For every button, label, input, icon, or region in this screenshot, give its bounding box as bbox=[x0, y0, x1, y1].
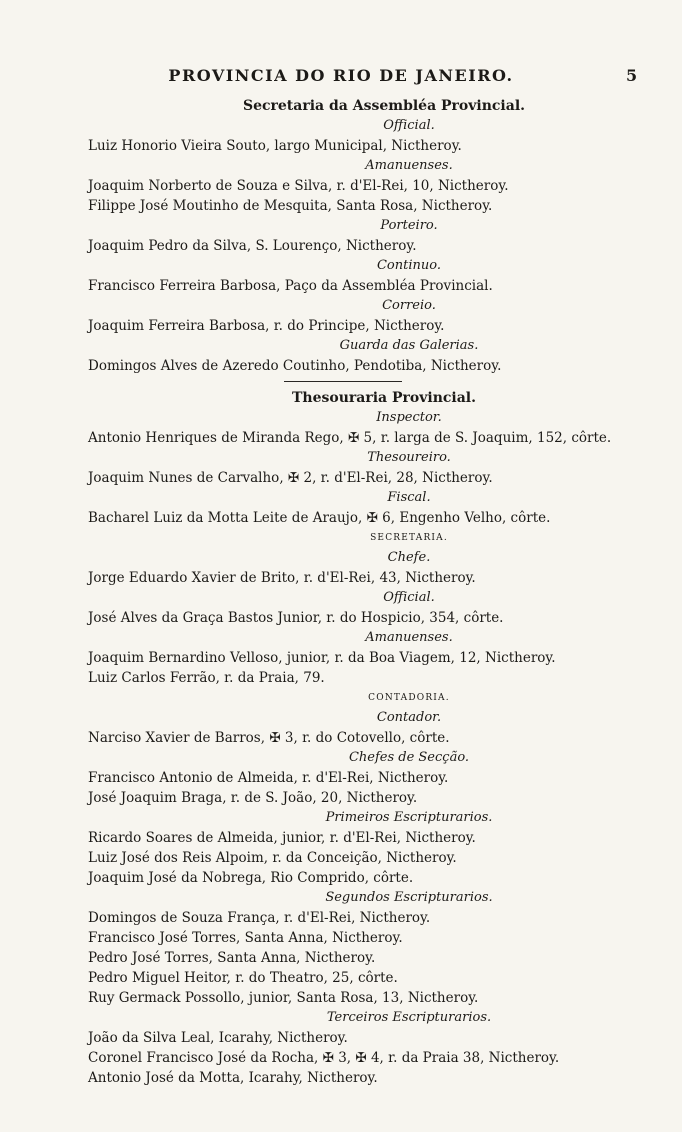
directory-entry: Luiz José dos Reis Alpoim, r. da Conceição, Nictheroy. bbox=[88, 850, 457, 866]
directory-entry: Ruy Germack Possollo, junior, Santa Rosa, 13, Nictheroy. bbox=[88, 990, 479, 1006]
section-title: Secretaria da Assembléa Provincial. bbox=[242, 98, 526, 114]
directory-entry: Pedro Miguel Heitor, r. do Theatro, 25, côrte. bbox=[88, 970, 398, 986]
office-heading: Official. bbox=[383, 590, 435, 605]
directory-entry: Domingos Alves de Azeredo Coutinho, Pendotiba, Nictheroy. bbox=[88, 358, 502, 374]
directory-entry: José Alves da Graça Bastos Junior, r. do Hospicio, 354, côrte. bbox=[88, 610, 504, 626]
directory-entry: Filippe José Moutinho de Mesquita, Santa Rosa, Nictheroy. bbox=[88, 198, 493, 214]
subdivision-heading: CONTADORIA. bbox=[368, 693, 450, 703]
directory-entry: Joaquim Nunes de Carvalho, ✠ 2, r. d'El-Rei, 28, Nictheroy. bbox=[88, 470, 493, 486]
divider-rule bbox=[284, 381, 402, 382]
directory-entry: Joaquim José da Nobrega, Rio Comprido, côrte. bbox=[88, 870, 414, 886]
office-heading: Segundos Escripturarios. bbox=[325, 890, 493, 905]
section-divider bbox=[84, 376, 644, 388]
page-title: PROVINCIA DO RIO DE JANEIRO. bbox=[168, 66, 514, 85]
directory-entry: Francisco José Torres, Santa Anna, Nictheroy. bbox=[88, 930, 403, 946]
directory-entry: Joaquim Ferreira Barbosa, r. do Principe, Nictheroy. bbox=[88, 318, 445, 334]
office-heading: Amanuenses. bbox=[365, 158, 453, 173]
office-heading: Guarda das Galerias. bbox=[339, 338, 479, 353]
directory-entry: Luiz Carlos Ferrão, r. da Praia, 79. bbox=[88, 670, 325, 686]
directory-entry: Antonio José da Motta, Icarahy, Nictheroy. bbox=[88, 1070, 378, 1086]
page-header bbox=[0, 66, 682, 88]
subdivision-heading: SECRETARIA. bbox=[370, 533, 448, 543]
office-heading: Chefe. bbox=[387, 550, 431, 565]
office-heading: Correio. bbox=[382, 298, 436, 313]
directory-entry: Joaquim Pedro da Silva, S. Lourenço, Nictheroy. bbox=[88, 238, 417, 254]
page-number: 5 bbox=[626, 66, 638, 85]
office-heading: Continuo. bbox=[376, 258, 441, 273]
directory-entry: Antonio Henriques de Miranda Rego, ✠ 5, r. larga de S. Joaquim, 152, côrte. bbox=[88, 430, 612, 446]
office-heading: Chefes de Secção. bbox=[348, 750, 470, 765]
directory-entry: Pedro José Torres, Santa Anna, Nictheroy. bbox=[88, 950, 376, 966]
directory-entry: José Joaquim Braga, r. de S. João, 20, Nictheroy. bbox=[88, 790, 418, 806]
office-heading: Porteiro. bbox=[380, 218, 438, 233]
directory-entry: João da Silva Leal, Icarahy, Nictheroy. bbox=[88, 1030, 348, 1046]
office-heading: Terceiros Escripturarios. bbox=[326, 1010, 492, 1025]
office-heading: Thesoureiro. bbox=[367, 450, 451, 465]
office-heading: Inspector. bbox=[376, 410, 442, 425]
office-heading: Contador. bbox=[376, 710, 442, 725]
directory-entry: Ricardo Soares de Almeida, junior, r. d'El-Rei, Nictheroy. bbox=[88, 830, 476, 846]
directory-entry: Narciso Xavier de Barros, ✠ 3, r. do Cotovello, côrte. bbox=[88, 730, 450, 746]
section-title: Thesouraria Provincial. bbox=[292, 390, 476, 406]
office-heading: Amanuenses. bbox=[365, 630, 453, 645]
directory-entry: Jorge Eduardo Xavier de Brito, r. d'El-Rei, 43, Nictheroy. bbox=[88, 570, 476, 586]
office-heading: Fiscal. bbox=[387, 490, 431, 505]
directory-entry: Domingos de Souza França, r. d'El-Rei, Nictheroy. bbox=[88, 910, 431, 926]
directory-entry: Bacharel Luiz da Motta Leite de Araujo, ✠ 6, Engenho Velho, côrte. bbox=[88, 510, 551, 526]
directory-entry: Francisco Antonio de Almeida, r. d'El-Rei, Nictheroy. bbox=[88, 770, 449, 786]
office-heading: Official. bbox=[383, 118, 435, 133]
directory-listing bbox=[84, 96, 644, 1088]
office-heading: Primeiros Escripturarios. bbox=[325, 810, 493, 825]
directory-entry: Francisco Ferreira Barbosa, Paço da Assembléa Provincial. bbox=[88, 278, 493, 294]
directory-entry: Coronel Francisco José da Rocha, ✠ 3, ✠ 4, r. da Praia 38, Nictheroy. bbox=[88, 1050, 560, 1066]
directory-entry: Joaquim Norberto de Souza e Silva, r. d'El-Rei, 10, Nictheroy. bbox=[88, 178, 509, 194]
directory-entry: Luiz Honorio Vieira Souto, largo Municipal, Nictheroy. bbox=[88, 138, 462, 154]
directory-entry: Joaquim Bernardino Velloso, junior, r. da Boa Viagem, 12, Nictheroy. bbox=[88, 650, 556, 666]
